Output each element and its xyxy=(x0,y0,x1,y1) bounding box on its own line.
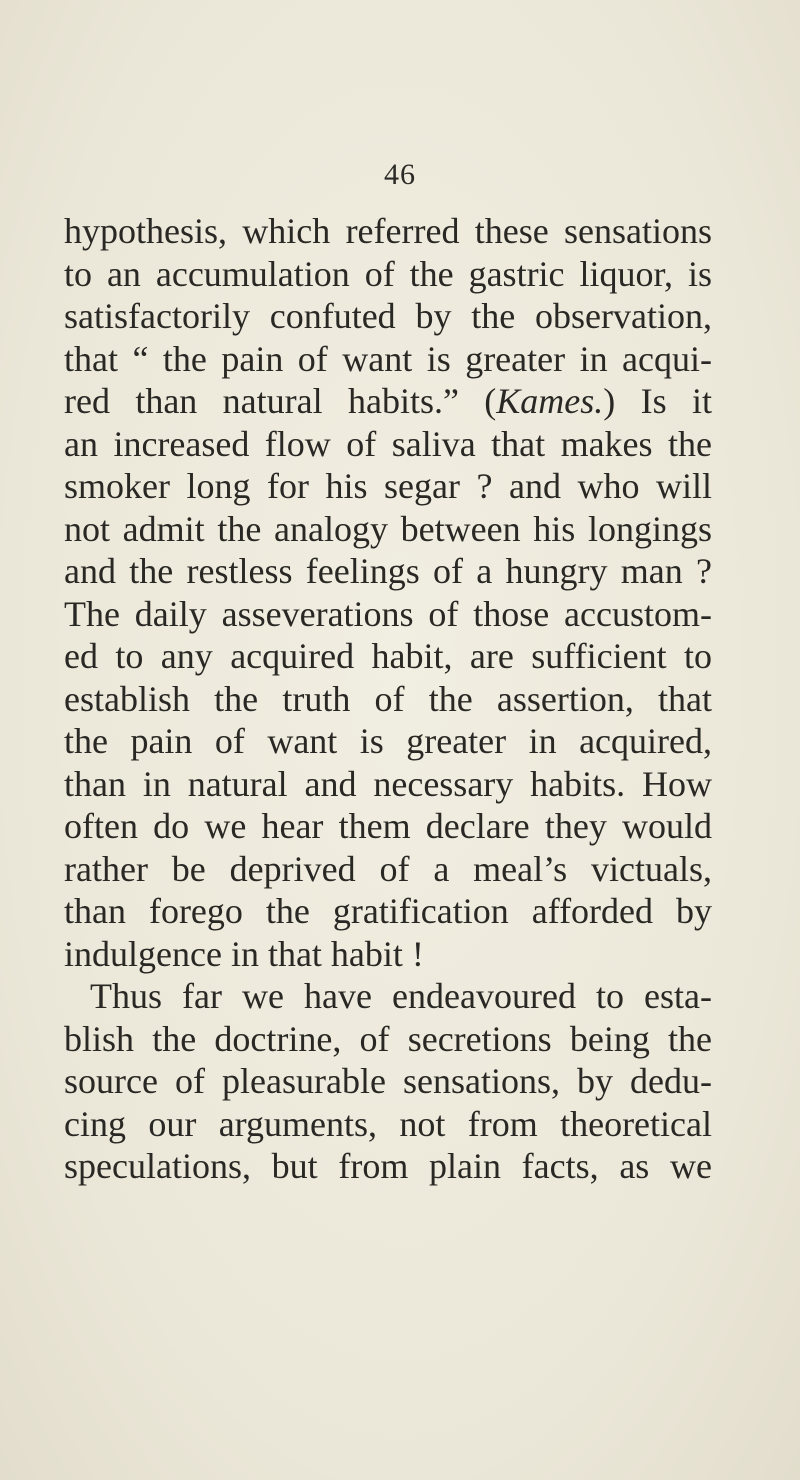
text-line: establish the truth of the assertion, that xyxy=(64,678,712,719)
text-line: often do we hear them declare they would xyxy=(64,806,712,846)
text-line: to an accumulation of the gastric liquor, is xyxy=(64,253,712,294)
text-line: hypothesis, which referred these sensations xyxy=(64,211,712,251)
text-line: blish the doctrine, of secretions being the xyxy=(64,1018,712,1059)
text-line: speculations, but from plain facts, as we xyxy=(64,1146,712,1186)
text-line: smoker long for his segar ? and who will xyxy=(64,466,712,506)
text-line: that “ the pain of want is greater in acqui- xyxy=(64,338,712,379)
text-line: an increased flow of saliva that makes the xyxy=(64,423,712,464)
page-number: 46 xyxy=(384,158,416,191)
text-body xyxy=(64,210,712,1188)
text-segment: red than natural habits.” ( xyxy=(64,381,497,421)
text-line: cing our arguments, not from theoretical xyxy=(64,1103,712,1144)
text-line: source of pleasurable sensations, by dedu- xyxy=(64,1061,712,1101)
text-segment: ) Is it xyxy=(603,381,713,421)
text-line-citation xyxy=(64,380,712,423)
citation-author: Kames. xyxy=(496,381,604,421)
text-line: the pain of want is greater in acquired, xyxy=(64,721,712,761)
text-line: and the restless feelings of a hungry man ? xyxy=(64,551,712,591)
text-line: rather be deprived of a meal’s victuals, xyxy=(64,848,712,889)
text-line: than forego the gratification afforded by xyxy=(64,891,712,931)
text-line: satisfactorily confuted by the observation, xyxy=(64,296,712,336)
text-line: not admit the analogy between his longings xyxy=(64,508,712,549)
text-line: ed to any acquired habit, are sufficient to xyxy=(64,636,712,676)
text-line: than in natural and necessary habits. How xyxy=(64,763,712,804)
text-line: indulgence in that habit ! xyxy=(64,933,424,974)
text-line: The daily asseverations of those accustom- xyxy=(64,593,712,634)
text-line: Thus far we have endeavoured to esta- xyxy=(90,976,712,1016)
